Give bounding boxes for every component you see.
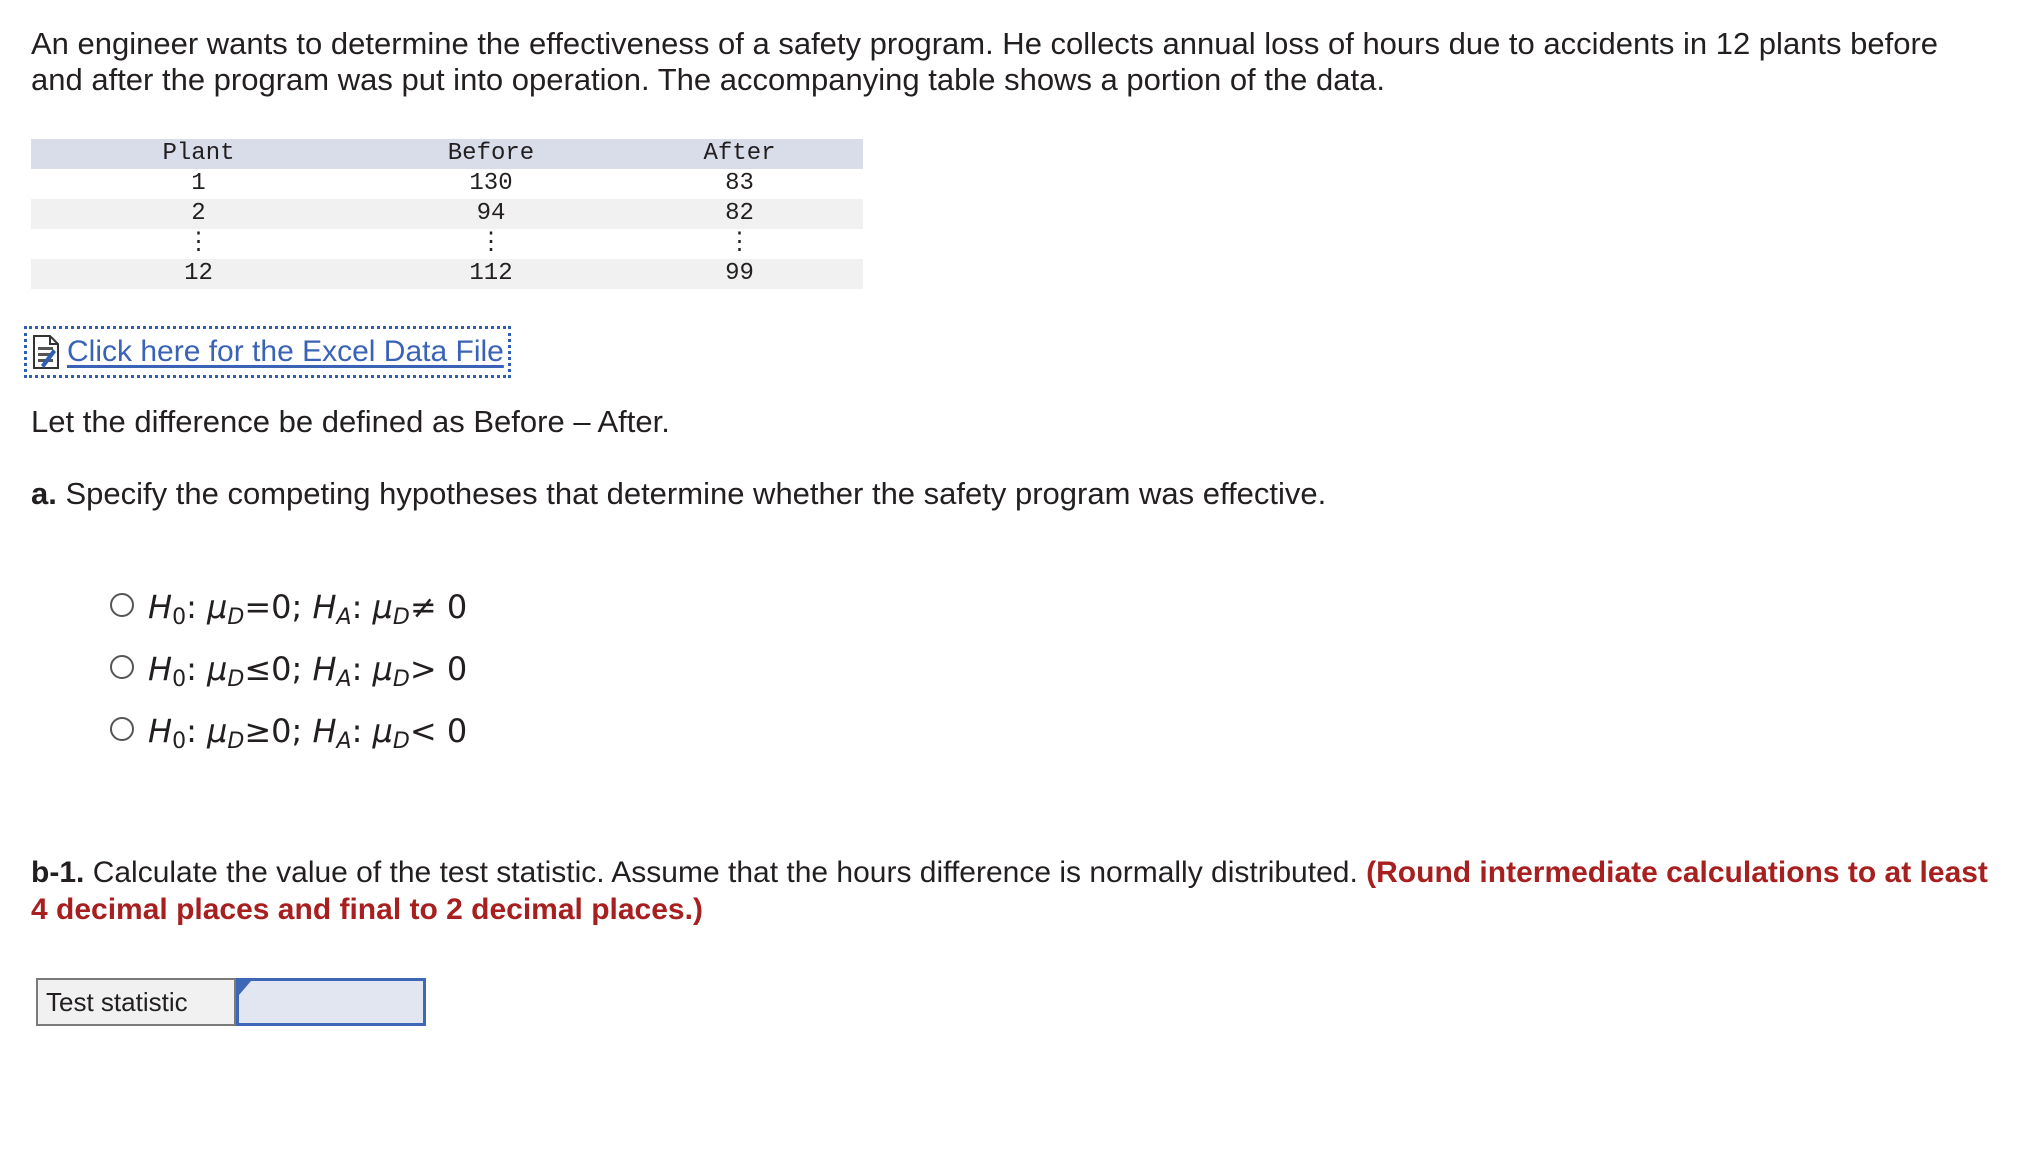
table-row [31,169,863,199]
hypothesis-option-1[interactable] [110,578,467,640]
difference-definition: Let the difference be defined as Before – After. [31,404,670,439]
radio-button[interactable] [110,655,134,679]
answer-input-wrapper [236,978,426,1026]
part-b-label: b-1. [31,856,85,889]
hypothesis-options [110,578,467,764]
hypothesis-option-3[interactable] [110,702,467,764]
column-header-plant: Plant [162,140,235,167]
part-b-text: Calculate the value of the test statistic. Assume that the hours difference is normally distributed. [92,856,1358,889]
radio-button[interactable] [110,717,134,741]
table-row-ellipsis [31,229,863,259]
table-cell: 83 [725,170,754,197]
document-icon [31,335,61,369]
table-cell: 12 [184,260,213,287]
excel-data-file-link[interactable] [24,326,511,378]
table-cell: 112 [469,260,513,287]
part-a-text: Specify the competing hypotheses that determine whether the safety program was effective. [65,476,1327,511]
column-header-after: After [703,140,776,167]
table-cell: 99 [725,260,754,287]
excel-link-label[interactable]: Click here for the Excel Data File [67,335,504,368]
table-cell: 82 [725,200,754,227]
answer-row [36,978,426,1026]
part-b-question [31,854,1991,928]
hypothesis-option-text: $H_0$: $\mu_D\ge 0$; $H_A$: $\mu_D< 0$ [148,712,468,754]
hypothesis-option-2[interactable] [110,640,467,702]
table-cell: 94 [476,200,506,227]
table-cell: ⋮ [186,230,211,257]
part-a-label: a. [31,476,57,511]
table-cell: ⋮ [727,230,752,257]
table-cell: 1 [191,170,206,197]
data-table [31,139,863,289]
test-statistic-label: Test statistic [36,978,236,1026]
table-cell: 2 [191,200,206,227]
radio-button[interactable] [110,593,134,617]
test-statistic-input[interactable] [236,978,426,1026]
hypothesis-option-text: $H_0$: $\mu_D=0$; $H_A$: $\mu_D\ne 0$ [148,588,468,630]
question-intro: An engineer wants to determine the effectiveness of a safety program. He collects annual loss of hours due to accidents in 12 plants before and after the program was put into operation. The accompanying table shows a portion of the data. [31,26,1939,97]
part-a-question [31,476,1326,512]
table-cell: ⋮ [479,230,503,257]
rounding-instruction: (Round intermediate calculations to at least 4 decimal places and final to 2 decimal places.) [31,856,1988,926]
table-header-row [31,139,863,169]
table-cell: 130 [469,170,513,197]
hypothesis-option-text: $H_0$: $\mu_D\le 0$; $H_A$: $\mu_D> 0$ [148,650,468,692]
table-row [31,199,863,229]
table-row [31,259,863,289]
column-header-before: Before [447,140,535,167]
